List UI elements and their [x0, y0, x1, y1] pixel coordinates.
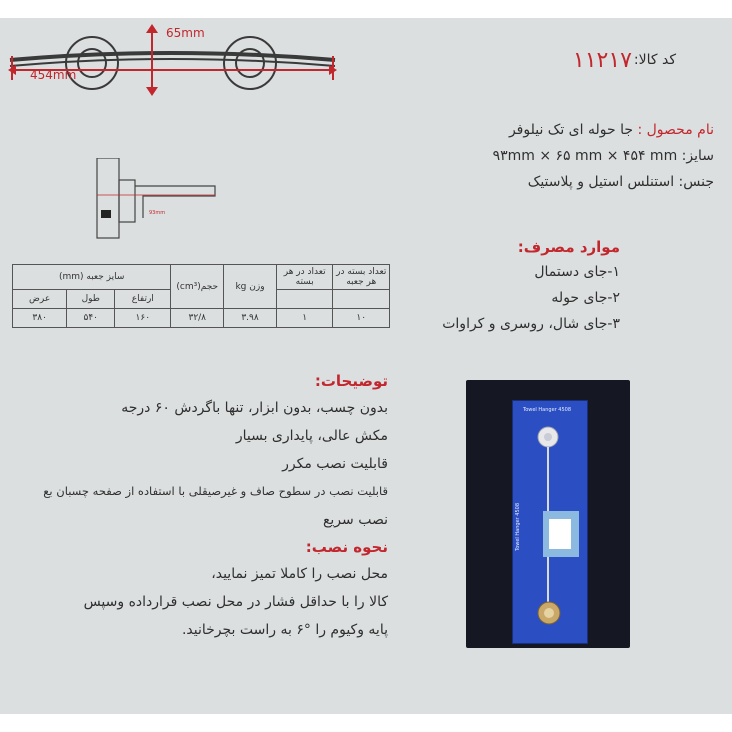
per-pack-header: تعداد در هر بسته [276, 265, 333, 290]
side-view-sketch [95, 158, 235, 243]
product-name-row [509, 122, 714, 138]
packaging-spec-table [12, 264, 390, 328]
volume-value: ۳۲/۸ [171, 309, 224, 328]
installation-line: محل نصب را کاملا تمیز نمایید، [211, 566, 388, 582]
per-box-header: تعداد بسته در هر جعبه [333, 265, 390, 290]
volume-header: حجم(cm³) [171, 265, 224, 309]
side-view-drawing [95, 158, 235, 243]
package-box [512, 400, 588, 644]
table-header-row [13, 265, 390, 290]
per-pack-value: ۱ [276, 309, 333, 328]
package-artwork [513, 401, 587, 643]
box-size-header: سایز جعبه (mm) [13, 265, 171, 290]
package-brand-text: Towel Hanger 4508 [523, 407, 572, 413]
product-code-value: ۱۱۲۱۷ [572, 48, 632, 73]
product-name-label: نام محصول : [637, 122, 714, 138]
uses-item: ۳-جای شال، روسری و کراوات [442, 316, 620, 332]
weight-header: وزن kg [224, 265, 277, 309]
installation-line: کالا را با حداقل فشار در محل نصب قرارداده وسپس [83, 594, 388, 610]
description-line: مکش عالی، پایداری بسیار [235, 428, 388, 444]
package-photo [466, 380, 630, 648]
product-material: جنس: استنلس استیل و پلاستیک [527, 174, 714, 190]
length-header: طول [67, 290, 115, 309]
dimension-drawing [0, 18, 350, 113]
per-box-subheader [333, 290, 390, 309]
table-row [13, 309, 390, 328]
installation-heading: نحوه نصب: [305, 538, 388, 556]
product-code-label: کد کالا: [633, 52, 676, 68]
height-dimension-label: 65mm [166, 26, 205, 40]
uses-item: ۱-جای دستمال [534, 264, 620, 280]
length-dimension-label: 454mm [30, 68, 77, 82]
package-side-text: Towel Hanger 4508 [515, 502, 521, 551]
catalog-page [0, 18, 732, 714]
length-value: ۵۴۰ [67, 309, 115, 328]
product-size: سایز: ۹۳mm × ۶۵ mm × ۴۵۴ mm [492, 148, 714, 164]
width-value: ۳۸۰ [13, 309, 67, 328]
per-box-value: ۱۰ [333, 309, 390, 328]
description-line: قابلیت نصب در سطوح صاف و غیرصیقلی با استفاده از صفحه چسبان بع [43, 484, 388, 498]
weight-value: ۳.۹۸ [224, 309, 277, 328]
per-pack-subheader [276, 290, 333, 309]
uses-item: ۲-جای حوله [551, 290, 620, 306]
description-line: نصب سریع [322, 512, 388, 528]
width-header: عرض [13, 290, 67, 309]
height-header: ارتفاع [115, 290, 171, 309]
description-line: بدون چسب، بدون ابزار، تنها باگردش ۶۰ درجه [121, 400, 388, 416]
side-dimension-label: 93mm [149, 210, 166, 216]
uses-heading: موارد مصرف: [517, 238, 620, 256]
height-value: ۱۶۰ [115, 309, 171, 328]
description-heading: توضیحات: [314, 372, 388, 390]
product-name-value: جا حوله ای تک نیلوفر [508, 122, 634, 138]
description-line: قابلیت نصب مکرر [282, 456, 388, 472]
installation-line: پایه وکیوم را °۶ به راست بچرخانید. [181, 622, 388, 638]
